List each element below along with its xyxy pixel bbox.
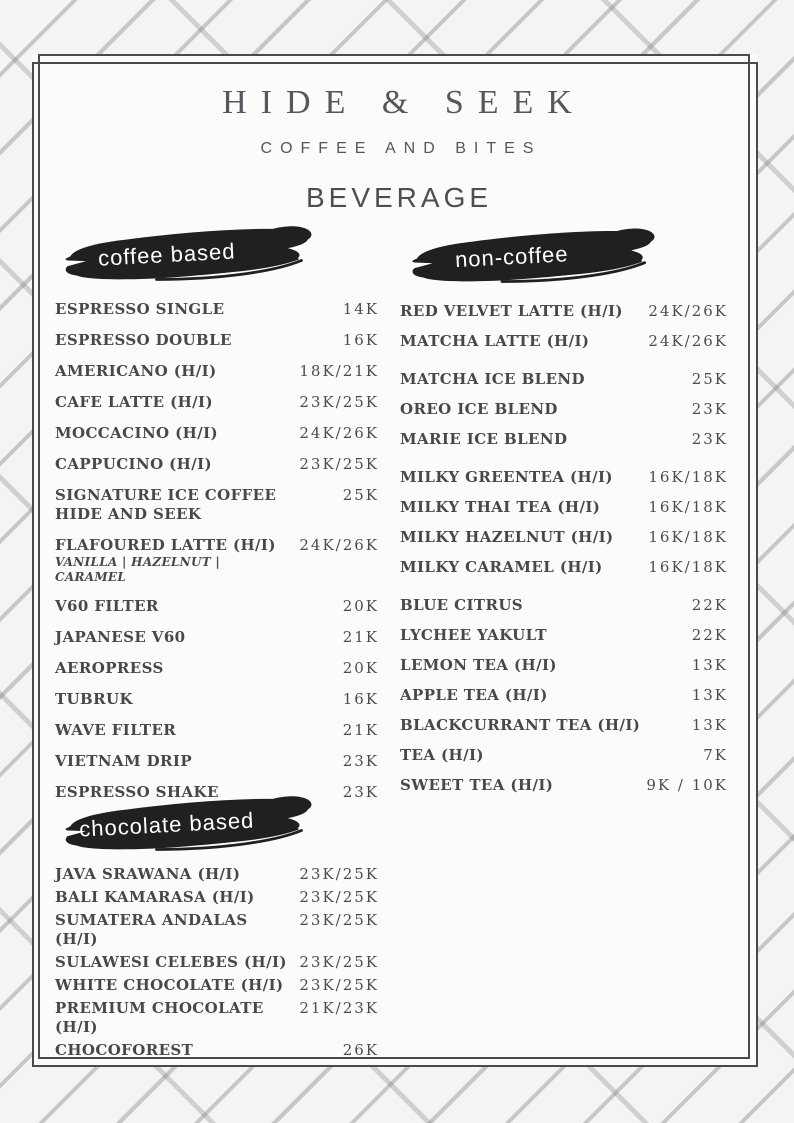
item-name-text: MATCHA LATTE (H/I) (400, 332, 590, 350)
menu-group (55, 865, 379, 1060)
item-price: 21K/23K (299, 999, 379, 1017)
menu-item (55, 911, 379, 949)
item-price: 24K/26K (648, 302, 728, 320)
item-note: VANILLA | HAZELNUT | CARAMEL (55, 555, 221, 584)
page-title: BEVERAGE (305, 182, 493, 213)
item-name (55, 362, 217, 381)
item-name (55, 911, 289, 949)
item-name (55, 865, 240, 884)
item-name-text: OREO ICE BLEND (400, 400, 558, 418)
item-name (400, 400, 558, 419)
item-price: 13K (691, 656, 728, 674)
item-price: 25K (691, 370, 728, 388)
item-name (400, 626, 547, 645)
item-name (55, 300, 224, 319)
item-name-text: VIETNAM DRIP (55, 752, 192, 770)
section-coffee-based (55, 236, 379, 814)
item-price: 22K (691, 626, 728, 644)
item-name-text: RED VELVET LATTE (H/I) (400, 302, 623, 320)
item-name-text: AEROPRESS (55, 659, 164, 677)
menu-item (400, 596, 728, 615)
item-name (400, 686, 548, 705)
menu-item (55, 362, 379, 381)
item-name-text: SIGNATURE ICE COFFEE (55, 486, 277, 504)
item-name-text: CAPPUCINO (H/I) (55, 455, 213, 473)
item-name-text: MARIE ICE BLEND (400, 430, 568, 448)
item-name-text: CHOCOFOREST (55, 1041, 194, 1059)
menu-item (400, 656, 728, 675)
brand-title: HIDE & SEEK (222, 84, 586, 121)
item-name-text: MILKY GREENTEA (H/I) (400, 468, 613, 486)
item-price: 20K (342, 597, 379, 615)
item-name (400, 656, 557, 675)
section-non-coffee (400, 238, 728, 806)
item-price: 13K (691, 716, 728, 734)
item-price: 23K/25K (299, 455, 379, 473)
item-name-text: BALI KAMARASA (H/I) (55, 888, 255, 906)
item-name-text: V60 FILTER (55, 597, 159, 615)
item-name (400, 332, 589, 351)
menu-item (55, 424, 379, 443)
item-name-text: MILKY THAI TEA (H/I) (400, 498, 601, 516)
menu-item (55, 721, 379, 740)
item-price: 14K (342, 300, 379, 318)
menu-item (55, 455, 379, 474)
item-name (55, 976, 283, 995)
menu-item (55, 300, 379, 319)
item-name (55, 393, 213, 412)
item-name-text: BLUE CITRUS (400, 596, 524, 614)
item-price: 16K (342, 331, 379, 349)
item-price: 7K (703, 746, 728, 764)
item-price: 25K (342, 486, 379, 504)
item-price: 22K (691, 596, 728, 614)
item-name (55, 659, 164, 678)
menu-item (400, 468, 728, 487)
menu-item (400, 430, 728, 449)
item-name (55, 628, 186, 647)
menu-group (400, 302, 728, 351)
item-price: 20K (342, 659, 379, 677)
menu-group (55, 300, 379, 802)
item-name-text: JAVA SRAWANA (H/I) (55, 865, 241, 883)
item-price: 13K (691, 686, 728, 704)
item-name (55, 1041, 193, 1060)
menu-group (400, 468, 728, 577)
item-name-text: ESPRESSO SHAKE (55, 783, 219, 801)
item-name-text: SWEET TEA (H/I) (400, 776, 554, 794)
menu-item (55, 597, 379, 616)
item-name-text: MOCCACINO (H/I) (55, 424, 219, 442)
item-price: 23K (691, 400, 728, 418)
item-price: 24K/26K (299, 424, 379, 442)
item-name (55, 690, 133, 709)
menu-item (400, 558, 728, 577)
item-name (55, 455, 212, 474)
item-name (55, 721, 176, 740)
item-price: 23K (342, 783, 379, 801)
item-name-text: TEA (H/I) (400, 746, 484, 764)
item-price: 23K/25K (299, 393, 379, 411)
item-name-line2: HIDE AND SEEK (55, 505, 202, 523)
item-price: 18K/21K (299, 362, 379, 380)
item-price: 23K/25K (299, 865, 379, 883)
menu-item (55, 486, 379, 524)
item-name-text: MILKY CARAMEL (H/I) (400, 558, 603, 576)
menu-item (55, 536, 379, 585)
item-name (400, 776, 553, 795)
item-name (400, 430, 567, 449)
brand-subtitle: COFFEE AND BITES (260, 140, 542, 157)
item-name (400, 596, 523, 615)
item-name (400, 370, 585, 389)
item-price: 21K (342, 628, 379, 646)
menu-item (400, 302, 728, 321)
item-name (55, 953, 287, 972)
menu-item (55, 888, 379, 907)
item-price: 23K (691, 430, 728, 448)
menu-item (400, 528, 728, 547)
item-name-text: JAPANESE V60 (55, 628, 186, 646)
menu-item (55, 628, 379, 647)
item-price: 23K/25K (299, 953, 379, 971)
item-name-text: MILKY HAZELNUT (H/I) (400, 528, 614, 546)
item-price: 16K/18K (648, 498, 728, 516)
item-name-text: PREMIUM CHOCOLATE (H/I) (55, 999, 264, 1036)
item-name (55, 424, 218, 443)
item-name (400, 528, 614, 547)
item-price: 16K/18K (648, 528, 728, 546)
item-price: 16K/18K (648, 468, 728, 486)
item-name-text: AMERICANO (H/I) (55, 362, 217, 380)
item-name (400, 716, 640, 735)
menu-item (400, 498, 728, 517)
menu-item (400, 370, 728, 389)
item-name (55, 597, 159, 616)
item-price: 16K/18K (648, 558, 728, 576)
non-coffee-items (400, 302, 728, 795)
menu-item (400, 626, 728, 645)
menu-group (400, 370, 728, 449)
item-price: 23K/25K (299, 888, 379, 906)
item-name (400, 498, 600, 517)
menu-item (55, 865, 379, 884)
item-name-text: WHITE CHOCOLATE (H/I) (55, 976, 284, 994)
item-name-text: WAVE FILTER (55, 721, 177, 739)
section-title-coffee-based: coffee based (97, 238, 237, 271)
menu-item (55, 331, 379, 350)
item-price: 9K / 10K (646, 776, 728, 794)
item-name-text: SUMATERA ANDALAS (H/I) (55, 911, 248, 948)
menu-item (55, 1041, 379, 1060)
menu-item (400, 400, 728, 419)
item-name (400, 302, 623, 321)
menu-item (400, 746, 728, 765)
item-price: 16K (342, 690, 379, 708)
menu-item (400, 776, 728, 795)
item-name (400, 746, 484, 765)
section-title-non-coffee: non-coffee (454, 241, 570, 273)
item-name-text: ESPRESSO SINGLE (55, 300, 225, 318)
item-name (400, 558, 603, 577)
item-name-text: BLACKCURRANT TEA (H/I) (400, 716, 641, 734)
item-name-text: LYCHEE YAKULT (400, 626, 547, 644)
section-chocolate-based (55, 806, 379, 1064)
item-name-text: APPLE TEA (H/I) (400, 686, 548, 704)
item-name-text: TUBRUK (55, 690, 133, 708)
menu-item (55, 999, 379, 1037)
item-name (55, 752, 192, 771)
menu-item (400, 716, 728, 735)
menu-item (55, 752, 379, 771)
item-name (55, 536, 289, 585)
item-price: 23K/25K (299, 911, 379, 929)
menu-item (55, 953, 379, 972)
chocolate-based-items (55, 865, 379, 1060)
item-name-text: MATCHA ICE BLEND (400, 370, 585, 388)
item-name-text: ESPRESSO DOUBLE (55, 331, 232, 349)
section-title-chocolate-based: chocolate based (78, 807, 255, 842)
menu-item (55, 690, 379, 709)
item-price: 24K/26K (299, 536, 379, 554)
item-price: 26K (342, 1041, 379, 1059)
item-name-text: SULAWESI CELEBES (H/I) (55, 953, 287, 971)
menu-item (55, 976, 379, 995)
item-name (55, 999, 289, 1037)
item-name (400, 468, 613, 487)
menu-item (400, 686, 728, 705)
menu-item (55, 393, 379, 412)
item-name (55, 486, 276, 524)
item-price: 24K/26K (648, 332, 728, 350)
item-price: 23K/25K (299, 976, 379, 994)
item-price: 21K (342, 721, 379, 739)
coffee-based-items (55, 300, 379, 802)
menu-item (55, 659, 379, 678)
menu-item (400, 332, 728, 351)
item-name-text: CAFE LATTE (H/I) (55, 393, 213, 411)
item-name (55, 888, 255, 907)
menu-group (400, 596, 728, 795)
item-name (55, 331, 232, 350)
item-price: 23K (342, 752, 379, 770)
item-name-text: FLAFOURED LATTE (H/I) (55, 536, 276, 554)
item-name-text: LEMON TEA (H/I) (400, 656, 557, 674)
